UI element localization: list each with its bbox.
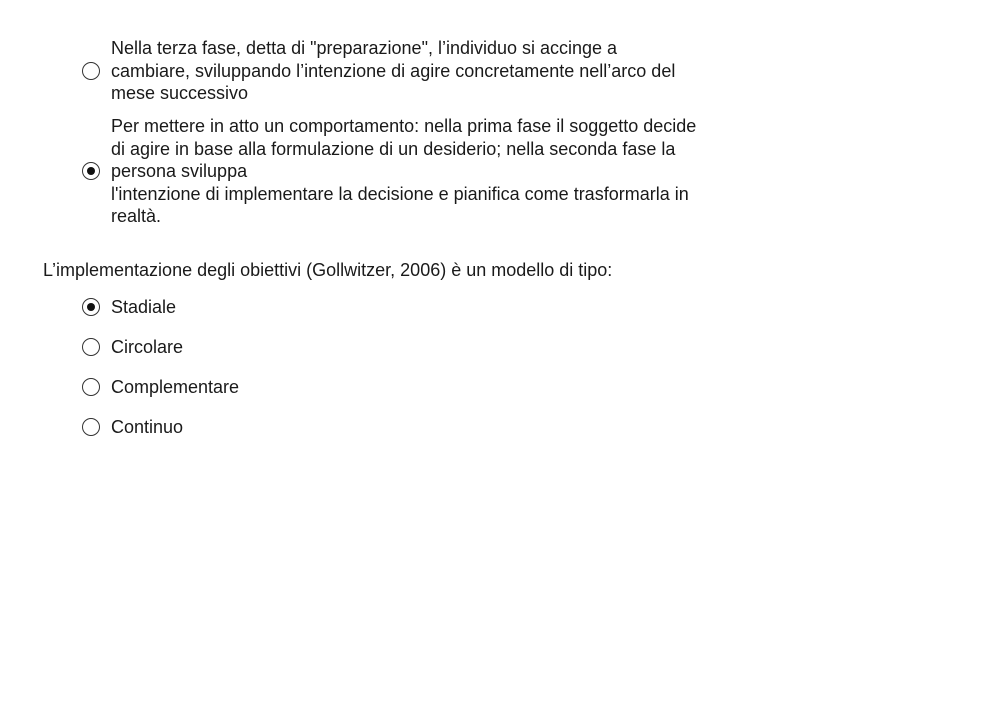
option-label: Continuo	[111, 417, 184, 437]
radio-button-unchecked[interactable]	[82, 378, 100, 396]
answer-option-complementare[interactable]	[82, 376, 741, 399]
option-label: Circolare	[111, 337, 184, 357]
radio-button-checked[interactable]	[82, 162, 100, 180]
option-label: Stadiale	[111, 297, 177, 317]
answer-option-stadiale[interactable]	[82, 296, 741, 319]
question-text: L’implementazione degli obiettivi (Gollwitzer, 2006) è un modello di tipo:	[43, 260, 613, 280]
answer-option-circolare[interactable]	[82, 336, 741, 359]
option-label: Complementare	[111, 377, 240, 397]
option-label: Per mettere in atto un comportamento: nella prima fase il soggetto decide di agire in base alla formulazione di un desiderio; nella seconda fase la persona sviluppa l'intenzione di implementare la decisione e pianifica come trasformarla in realtà.	[111, 116, 697, 226]
option-label: Nella terza fase, detta di "preparazione", l’individuo si accinge a cambiare, sviluppando l’intenzione di agire concretamente nell’arco del mese successivo	[111, 38, 676, 103]
answer-option-continuo[interactable]	[82, 416, 741, 439]
radio-button-unchecked[interactable]	[82, 338, 100, 356]
radio-button-unchecked[interactable]	[82, 62, 100, 80]
answer-option-preparazione[interactable]	[82, 37, 741, 105]
radio-button-checked[interactable]	[82, 298, 100, 316]
answer-option-comportamento[interactable]	[82, 115, 741, 228]
radio-button-unchecked[interactable]	[82, 418, 100, 436]
